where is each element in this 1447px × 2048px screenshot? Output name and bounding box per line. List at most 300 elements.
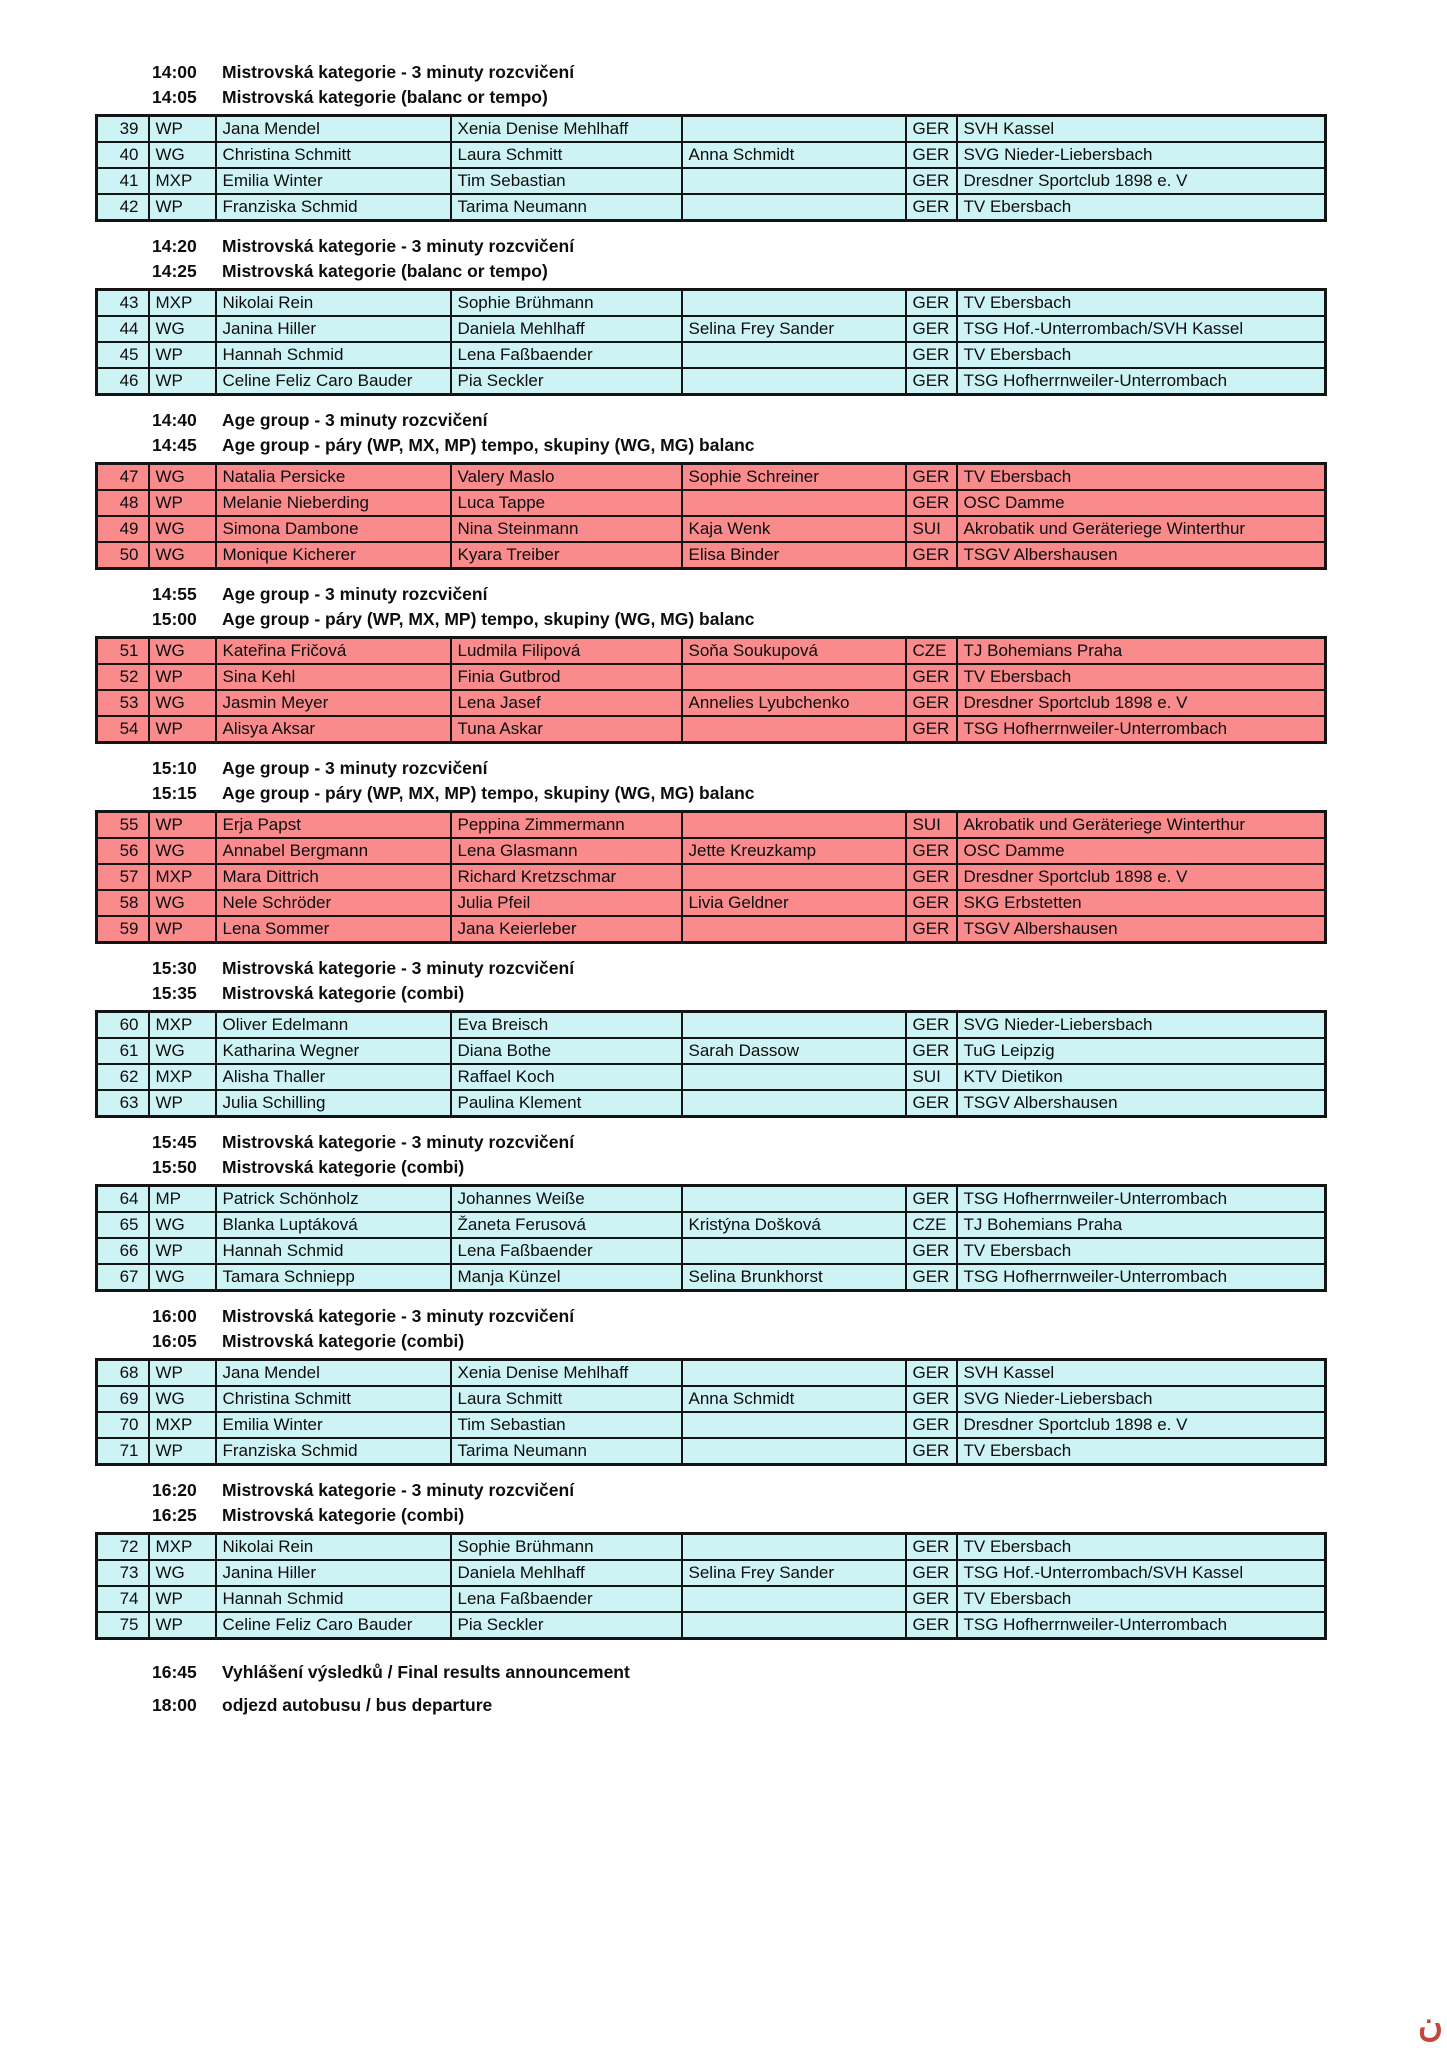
athlete3-cell	[682, 664, 906, 690]
header-time: 15:15	[152, 783, 197, 803]
athlete3-cell	[682, 194, 906, 221]
athlete1-cell: Christina Schmitt	[216, 1386, 451, 1412]
start-number-cell: 62	[97, 1064, 149, 1090]
club-cell: Dresdner Sportclub 1898 e. V	[957, 1412, 1326, 1438]
header-label: Age group - 3 minuty rozcvičení	[222, 410, 488, 430]
table-row	[97, 1186, 1326, 1213]
table-row	[97, 1264, 1326, 1291]
schedule-page	[95, 60, 1330, 1726]
country-cell: SUI	[906, 812, 957, 839]
header-label: Mistrovská kategorie - 3 minuty rozcvičení	[222, 1132, 575, 1152]
athlete2-cell: Tim Sebastian	[451, 168, 682, 194]
club-cell: TSG Hof.-Unterrombach/SVH Kassel	[957, 316, 1326, 342]
header-label: Mistrovská kategorie - 3 minuty rozcvičení	[222, 1480, 575, 1500]
entries-table-body	[97, 812, 1326, 943]
start-number-cell: 46	[97, 368, 149, 395]
country-cell: GER	[906, 1412, 957, 1438]
athlete1-cell: Hannah Schmid	[216, 1238, 451, 1264]
footer-line	[95, 1660, 1330, 1685]
header-time: 15:35	[152, 983, 197, 1003]
entries-table-body	[97, 116, 1326, 221]
athlete1-cell: Patrick Schönholz	[216, 1186, 451, 1213]
athlete1-cell: Tamara Schniepp	[216, 1264, 451, 1291]
club-cell: Dresdner Sportclub 1898 e. V	[957, 864, 1326, 890]
table-row	[97, 142, 1326, 168]
footer-time: 16:45	[152, 1662, 197, 1682]
start-number-cell: 69	[97, 1386, 149, 1412]
athlete2-cell: Diana Bothe	[451, 1038, 682, 1064]
category-cell: WG	[149, 890, 216, 916]
header-label: Mistrovská kategorie (combi)	[222, 1505, 465, 1525]
schedule-header-line	[95, 234, 1330, 259]
block-header	[95, 1304, 1330, 1354]
athlete2-cell: Peppina Zimmermann	[451, 812, 682, 839]
footer-label: odjezd autobusu / bus departure	[222, 1695, 493, 1715]
footer-time: 18:00	[152, 1695, 197, 1715]
start-number-cell: 67	[97, 1264, 149, 1291]
country-cell: GER	[906, 1012, 957, 1039]
header-time: 14:55	[152, 584, 197, 604]
athlete3-cell: Anna Schmidt	[682, 1386, 906, 1412]
category-cell: WP	[149, 1090, 216, 1117]
start-number-cell: 42	[97, 194, 149, 221]
schedule-header-line	[95, 433, 1330, 458]
athlete2-cell: Tuna Askar	[451, 716, 682, 743]
category-cell: MXP	[149, 1012, 216, 1039]
country-cell: GER	[906, 1438, 957, 1465]
athlete2-cell: Luca Tappe	[451, 490, 682, 516]
athlete3-cell: Selina Frey Sander	[682, 1560, 906, 1586]
athlete3-cell	[682, 716, 906, 743]
athlete1-cell: Celine Feliz Caro Bauder	[216, 1612, 451, 1639]
entries-table	[95, 114, 1327, 222]
entries-table-body	[97, 1012, 1326, 1117]
table-row	[97, 194, 1326, 221]
category-cell: WG	[149, 690, 216, 716]
table-row	[97, 1064, 1326, 1090]
athlete2-cell: Richard Kretzschmar	[451, 864, 682, 890]
club-cell: Dresdner Sportclub 1898 e. V	[957, 690, 1326, 716]
athlete3-cell	[682, 1586, 906, 1612]
schedule-header-line	[95, 607, 1330, 632]
schedule-header-line	[95, 781, 1330, 806]
athlete2-cell: Julia Pfeil	[451, 890, 682, 916]
table-row	[97, 116, 1326, 143]
athlete1-cell: Julia Schilling	[216, 1090, 451, 1117]
club-cell: TuG Leipzig	[957, 1038, 1326, 1064]
start-number-cell: 53	[97, 690, 149, 716]
country-cell: CZE	[906, 1212, 957, 1238]
schedule-header-line	[95, 259, 1330, 284]
block-header	[95, 1478, 1330, 1528]
category-cell: WG	[149, 1038, 216, 1064]
category-cell: WG	[149, 142, 216, 168]
country-cell: GER	[906, 864, 957, 890]
country-cell: GER	[906, 664, 957, 690]
schedule-header-line	[95, 60, 1330, 85]
table-row	[97, 1612, 1326, 1639]
club-cell: TSGV Albershausen	[957, 1090, 1326, 1117]
athlete3-cell	[682, 368, 906, 395]
schedule-header-line	[95, 981, 1330, 1006]
schedule-header-line	[95, 1304, 1330, 1329]
schedule-header-line	[95, 1329, 1330, 1354]
header-time: 15:30	[152, 958, 197, 978]
start-number-cell: 75	[97, 1612, 149, 1639]
start-number-cell: 52	[97, 664, 149, 690]
club-cell: TV Ebersbach	[957, 342, 1326, 368]
athlete2-cell: Žaneta Ferusová	[451, 1212, 682, 1238]
athlete3-cell	[682, 168, 906, 194]
schedule-header-line	[95, 1130, 1330, 1155]
club-cell: TV Ebersbach	[957, 1238, 1326, 1264]
category-cell: WG	[149, 638, 216, 665]
country-cell: GER	[906, 916, 957, 943]
athlete1-cell: Mara Dittrich	[216, 864, 451, 890]
athlete3-cell	[682, 916, 906, 943]
table-row	[97, 1012, 1326, 1039]
category-cell: MP	[149, 1186, 216, 1213]
start-number-cell: 51	[97, 638, 149, 665]
club-cell: SKG Erbstetten	[957, 890, 1326, 916]
block-header	[95, 956, 1330, 1006]
athlete3-cell: Selina Brunkhorst	[682, 1264, 906, 1291]
category-cell: WP	[149, 490, 216, 516]
athlete2-cell: Tarima Neumann	[451, 1438, 682, 1465]
category-cell: WP	[149, 716, 216, 743]
start-number-cell: 56	[97, 838, 149, 864]
category-cell: WP	[149, 1438, 216, 1465]
category-cell: WP	[149, 368, 216, 395]
athlete1-cell: Monique Kicherer	[216, 542, 451, 569]
start-number-cell: 48	[97, 490, 149, 516]
block-header	[95, 60, 1330, 110]
entries-table	[95, 1010, 1327, 1118]
start-number-cell: 50	[97, 542, 149, 569]
schedule-header-line	[95, 956, 1330, 981]
entries-table	[95, 1184, 1327, 1292]
club-cell: OSC Damme	[957, 490, 1326, 516]
country-cell: GER	[906, 1090, 957, 1117]
category-cell: MXP	[149, 168, 216, 194]
table-row	[97, 1360, 1326, 1387]
athlete3-cell	[682, 1534, 906, 1561]
club-cell: SVG Nieder-Liebersbach	[957, 142, 1326, 168]
table-row	[97, 342, 1326, 368]
category-cell: WG	[149, 1264, 216, 1291]
athlete1-cell: Nikolai Rein	[216, 1534, 451, 1561]
athlete3-cell	[682, 864, 906, 890]
athlete2-cell: Johannes Weiße	[451, 1186, 682, 1213]
schedule-header-line	[95, 1155, 1330, 1180]
red-watermark-glyph: ن	[1418, 2006, 1443, 2044]
schedule-block	[95, 60, 1330, 222]
category-cell: WG	[149, 542, 216, 569]
table-row	[97, 664, 1326, 690]
entries-table	[95, 1532, 1327, 1640]
header-label: Mistrovská kategorie (combi)	[222, 1331, 465, 1351]
athlete1-cell: Alisya Aksar	[216, 716, 451, 743]
athlete1-cell: Natalia Persicke	[216, 464, 451, 491]
country-cell: GER	[906, 1238, 957, 1264]
club-cell: KTV Dietikon	[957, 1064, 1326, 1090]
athlete3-cell	[682, 1090, 906, 1117]
athlete2-cell: Laura Schmitt	[451, 142, 682, 168]
start-number-cell: 43	[97, 290, 149, 317]
athlete3-cell	[682, 1412, 906, 1438]
club-cell: Akrobatik und Geräteriege Winterthur	[957, 516, 1326, 542]
category-cell: WG	[149, 1212, 216, 1238]
country-cell: GER	[906, 290, 957, 317]
category-cell: WP	[149, 1586, 216, 1612]
header-label: Mistrovská kategorie (combi)	[222, 983, 465, 1003]
start-number-cell: 45	[97, 342, 149, 368]
athlete1-cell: Oliver Edelmann	[216, 1012, 451, 1039]
schedule-block	[95, 1478, 1330, 1640]
header-time: 16:25	[152, 1505, 197, 1525]
table-row	[97, 638, 1326, 665]
country-cell: SUI	[906, 516, 957, 542]
country-cell: GER	[906, 890, 957, 916]
entries-table	[95, 462, 1327, 570]
category-cell: WP	[149, 194, 216, 221]
entries-table-body	[97, 1360, 1326, 1465]
schedule-block	[95, 234, 1330, 396]
athlete3-cell: Jette Kreuzkamp	[682, 838, 906, 864]
athlete2-cell: Sophie Brühmann	[451, 1534, 682, 1561]
club-cell: TV Ebersbach	[957, 1438, 1326, 1465]
country-cell: GER	[906, 168, 957, 194]
entries-table-body	[97, 464, 1326, 569]
start-number-cell: 60	[97, 1012, 149, 1039]
start-number-cell: 47	[97, 464, 149, 491]
club-cell: TV Ebersbach	[957, 194, 1326, 221]
schedule-block	[95, 1130, 1330, 1292]
entries-table-body	[97, 1534, 1326, 1639]
start-number-cell: 73	[97, 1560, 149, 1586]
category-cell: WP	[149, 1612, 216, 1639]
athlete2-cell: Xenia Denise Mehlhaff	[451, 1360, 682, 1387]
header-label: Mistrovská kategorie - 3 minuty rozcvičení	[222, 1306, 575, 1326]
athlete1-cell: Alisha Thaller	[216, 1064, 451, 1090]
athlete3-cell	[682, 342, 906, 368]
country-cell: GER	[906, 1534, 957, 1561]
athlete1-cell: Katharina Wegner	[216, 1038, 451, 1064]
country-cell: GER	[906, 838, 957, 864]
category-cell: WP	[149, 812, 216, 839]
entries-table-body	[97, 290, 1326, 395]
country-cell: GER	[906, 490, 957, 516]
country-cell: SUI	[906, 1064, 957, 1090]
start-number-cell: 72	[97, 1534, 149, 1561]
header-label: Mistrovská kategorie - 3 minuty rozcvičení	[222, 236, 575, 256]
country-cell: GER	[906, 1386, 957, 1412]
table-row	[97, 864, 1326, 890]
athlete2-cell: Finia Gutbrod	[451, 664, 682, 690]
country-cell: GER	[906, 542, 957, 569]
header-time: 14:25	[152, 261, 197, 281]
country-cell: GER	[906, 316, 957, 342]
entries-table-body	[97, 1186, 1326, 1291]
start-number-cell: 74	[97, 1586, 149, 1612]
club-cell: TSGV Albershausen	[957, 542, 1326, 569]
athlete1-cell: Franziska Schmid	[216, 1438, 451, 1465]
athlete3-cell: Kaja Wenk	[682, 516, 906, 542]
athlete2-cell: Manja Künzel	[451, 1264, 682, 1291]
athlete3-cell	[682, 1438, 906, 1465]
block-header	[95, 756, 1330, 806]
athlete3-cell: Livia Geldner	[682, 890, 906, 916]
start-number-cell: 71	[97, 1438, 149, 1465]
header-label: Mistrovská kategorie - 3 minuty rozcvičení	[222, 958, 575, 978]
entries-table	[95, 288, 1327, 396]
country-cell: GER	[906, 1360, 957, 1387]
schedule-header-line	[95, 582, 1330, 607]
athlete1-cell: Kateřina Fričová	[216, 638, 451, 665]
header-time: 15:10	[152, 758, 197, 778]
athlete2-cell: Lena Glasmann	[451, 838, 682, 864]
athlete3-cell: Kristýna Došková	[682, 1212, 906, 1238]
header-label: Mistrovská kategorie - 3 minuty rozcvičení	[222, 62, 575, 82]
athlete2-cell: Xenia Denise Mehlhaff	[451, 116, 682, 143]
club-cell: TV Ebersbach	[957, 1586, 1326, 1612]
table-row	[97, 1212, 1326, 1238]
athlete3-cell: Selina Frey Sander	[682, 316, 906, 342]
schedule-block	[95, 408, 1330, 570]
athlete3-cell: Anna Schmidt	[682, 142, 906, 168]
athlete3-cell: Annelies Lyubchenko	[682, 690, 906, 716]
category-cell: MXP	[149, 290, 216, 317]
country-cell: GER	[906, 1612, 957, 1639]
header-time: 16:05	[152, 1331, 197, 1351]
category-cell: MXP	[149, 1412, 216, 1438]
table-row	[97, 1534, 1326, 1561]
athlete2-cell: Pia Seckler	[451, 368, 682, 395]
athlete1-cell: Blanka Luptáková	[216, 1212, 451, 1238]
category-cell: WP	[149, 916, 216, 943]
athlete2-cell: Sophie Brühmann	[451, 290, 682, 317]
table-row	[97, 290, 1326, 317]
schedule-block	[95, 1304, 1330, 1466]
start-number-cell: 49	[97, 516, 149, 542]
table-row	[97, 542, 1326, 569]
athlete1-cell: Celine Feliz Caro Bauder	[216, 368, 451, 395]
athlete2-cell: Lena Jasef	[451, 690, 682, 716]
start-number-cell: 70	[97, 1412, 149, 1438]
entries-table	[95, 1358, 1327, 1466]
category-cell: WP	[149, 1360, 216, 1387]
start-number-cell: 55	[97, 812, 149, 839]
club-cell: Dresdner Sportclub 1898 e. V	[957, 168, 1326, 194]
start-number-cell: 63	[97, 1090, 149, 1117]
athlete3-cell: Sarah Dassow	[682, 1038, 906, 1064]
category-cell: WP	[149, 1238, 216, 1264]
block-header	[95, 234, 1330, 284]
schedule-header-line	[95, 408, 1330, 433]
athlete3-cell	[682, 290, 906, 317]
schedule-header-line	[95, 1503, 1330, 1528]
country-cell: GER	[906, 368, 957, 395]
header-label: Age group - páry (WP, MX, MP) tempo, skupiny (WG, MG) balanc	[222, 783, 755, 803]
club-cell: TSGV Albershausen	[957, 916, 1326, 943]
table-row	[97, 316, 1326, 342]
athlete1-cell: Emilia Winter	[216, 1412, 451, 1438]
athlete2-cell: Pia Seckler	[451, 1612, 682, 1639]
athlete2-cell: Ludmila Filipová	[451, 638, 682, 665]
athlete1-cell: Melanie Nieberding	[216, 490, 451, 516]
athlete1-cell: Simona Dambone	[216, 516, 451, 542]
schedule-block	[95, 756, 1330, 944]
club-cell: TJ Bohemians Praha	[957, 1212, 1326, 1238]
club-cell: TV Ebersbach	[957, 1534, 1326, 1561]
country-cell: GER	[906, 1038, 957, 1064]
athlete1-cell: Hannah Schmid	[216, 342, 451, 368]
table-row	[97, 490, 1326, 516]
country-cell: GER	[906, 716, 957, 743]
athlete2-cell: Eva Breisch	[451, 1012, 682, 1039]
country-cell: GER	[906, 1186, 957, 1213]
club-cell: SVH Kassel	[957, 116, 1326, 143]
category-cell: WG	[149, 316, 216, 342]
country-cell: GER	[906, 1586, 957, 1612]
start-number-cell: 40	[97, 142, 149, 168]
schedule-header-line	[95, 1478, 1330, 1503]
club-cell: TV Ebersbach	[957, 464, 1326, 491]
club-cell: Akrobatik und Geräteriege Winterthur	[957, 812, 1326, 839]
schedule-block	[95, 956, 1330, 1118]
table-row	[97, 168, 1326, 194]
athlete3-cell	[682, 1186, 906, 1213]
athlete1-cell: Annabel Bergmann	[216, 838, 451, 864]
athlete1-cell: Hannah Schmid	[216, 1586, 451, 1612]
club-cell: TSG Hofherrnweiler-Unterrombach	[957, 716, 1326, 743]
club-cell: TV Ebersbach	[957, 664, 1326, 690]
athlete3-cell	[682, 1360, 906, 1387]
table-row	[97, 1238, 1326, 1264]
club-cell: TSG Hofherrnweiler-Unterrombach	[957, 1186, 1326, 1213]
country-cell: GER	[906, 464, 957, 491]
header-time: 14:00	[152, 62, 197, 82]
schedule-block	[95, 582, 1330, 744]
athlete1-cell: Erja Papst	[216, 812, 451, 839]
schedule-footer	[95, 1660, 1330, 1718]
category-cell: WP	[149, 664, 216, 690]
schedule-header-line	[95, 85, 1330, 110]
header-label: Age group - 3 minuty rozcvičení	[222, 584, 488, 604]
athlete1-cell: Christina Schmitt	[216, 142, 451, 168]
schedule-header-line	[95, 756, 1330, 781]
athlete1-cell: Jana Mendel	[216, 1360, 451, 1387]
athlete1-cell: Franziska Schmid	[216, 194, 451, 221]
header-time: 14:20	[152, 236, 197, 256]
table-row	[97, 1386, 1326, 1412]
athlete2-cell: Tim Sebastian	[451, 1412, 682, 1438]
header-time: 16:20	[152, 1480, 197, 1500]
table-row	[97, 890, 1326, 916]
start-number-cell: 41	[97, 168, 149, 194]
category-cell: WG	[149, 516, 216, 542]
category-cell: WG	[149, 838, 216, 864]
entries-table	[95, 810, 1327, 944]
start-number-cell: 39	[97, 116, 149, 143]
start-number-cell: 59	[97, 916, 149, 943]
table-row	[97, 464, 1326, 491]
athlete3-cell	[682, 1012, 906, 1039]
category-cell: MXP	[149, 1534, 216, 1561]
athlete3-cell: Soňa Soukupová	[682, 638, 906, 665]
schedule-blocks	[95, 60, 1330, 1640]
athlete1-cell: Lena Sommer	[216, 916, 451, 943]
